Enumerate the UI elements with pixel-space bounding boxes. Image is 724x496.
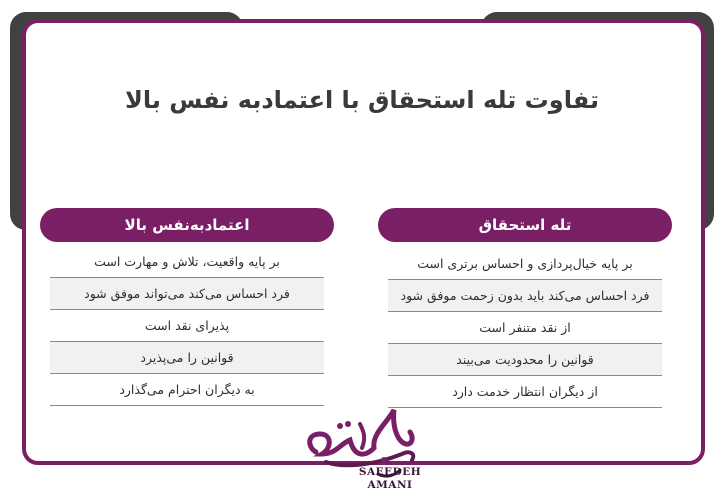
- table-row: بر پایه واقعیت، تلاش و مهارت است: [50, 246, 324, 278]
- column-rows: [388, 248, 662, 408]
- table-row: بر پایه خیال‌پردازی و احساس برتری است: [388, 248, 662, 280]
- column-high-confidence: [40, 208, 334, 406]
- table-row: قوانین را محدودیت می‌بیند: [388, 344, 662, 376]
- table-row: پذیرای نقد است: [50, 310, 324, 342]
- logo-text-first: SAEEDEH: [358, 466, 422, 478]
- page-title: تفاوت تله استحقاق با اعتمادبه نفس بالا: [124, 86, 600, 114]
- table-row: از نقد متنفر است: [388, 312, 662, 344]
- table-row: قوانین را می‌پذیرد: [50, 342, 324, 374]
- column-header: تله استحقاق: [378, 208, 672, 242]
- logo-text-second: AMANI: [367, 479, 413, 491]
- table-row: فرد احساس می‌کند باید بدون زحمت موفق شود: [388, 280, 662, 312]
- table-row: فرد احساس می‌کند می‌تواند موفق شود: [50, 278, 324, 310]
- table-row: از دیگران انتظار خدمت دارد: [388, 376, 662, 408]
- table-row: به دیگران احترام می‌گذارد: [50, 374, 324, 406]
- column-rows: [50, 246, 324, 406]
- column-header: اعتمادبه‌نفس بالا: [40, 208, 334, 242]
- column-entitlement-trap: [378, 208, 672, 408]
